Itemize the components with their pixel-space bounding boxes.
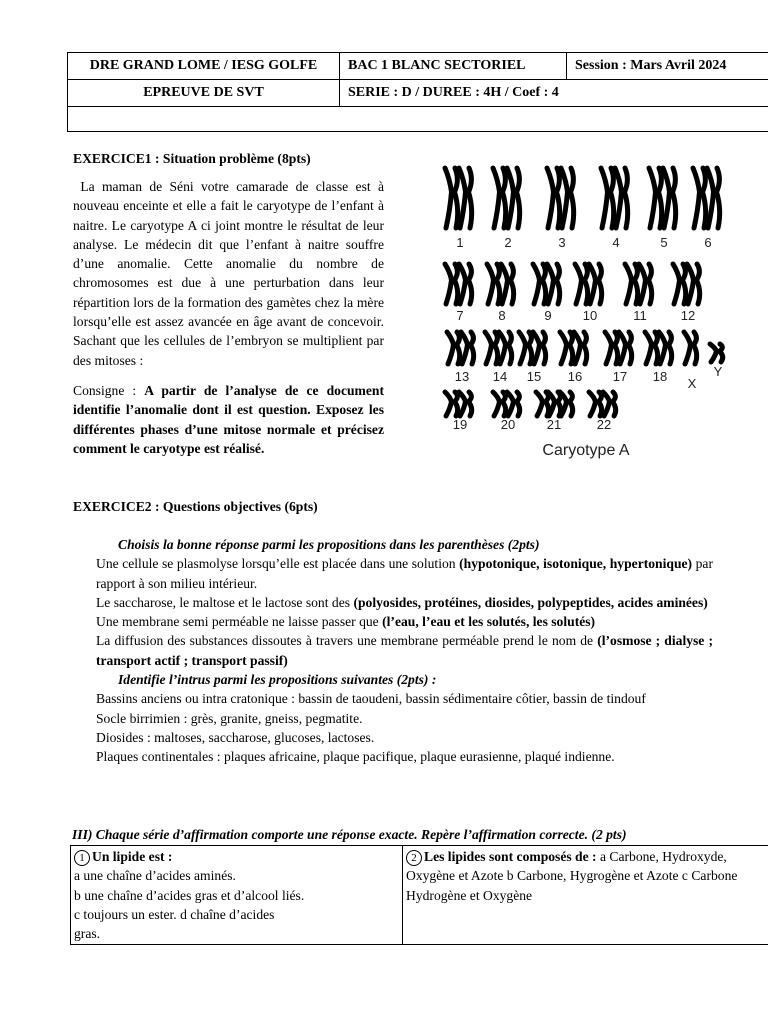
pair-label-8: 8: [498, 308, 506, 323]
chromosome-22-b: [603, 392, 616, 416]
mcq-1-line-b: b une chaîne d’acides gras et d’alcool liés.: [74, 887, 305, 903]
chromosome-1-b: [459, 168, 472, 228]
mcq-cell-1: [71, 846, 403, 945]
pair-label-2: 2: [504, 235, 512, 250]
pair-label-18: 18: [652, 369, 668, 384]
pair-label-22: 22: [596, 417, 612, 432]
pair-label-16: 16: [567, 369, 583, 384]
chromosome-5-a: [649, 168, 662, 228]
pair-label-11: 11: [633, 308, 647, 323]
part1-heading: Choisis la bonne réponse parmi les propositions dans les parenthèses (2pts): [118, 537, 540, 552]
chromosome-14-a: [485, 332, 498, 364]
exercise1-text: La maman de Séni votre camarade de classe est à nouveau enceinte et elle a fait le caryotype de l’enfant à naitre. Le caryotype A ci joint montre le résultat de leur analyse. Le médecin dit que l’enfant à naitre souffre d’une anomalie. Cette anomalie du nombre de chromosomes est due à une perturbation dans leur répartition lors de la formation des gamètes chez la mère lorsqu’elle est assez avancée en âge avant de concevoir. Sachant que les cellules de l’embryon se multiplient par des mitoses :: [73, 179, 384, 368]
mcq-1-title: 1 Un lipide est :: [74, 847, 399, 866]
chromosome-12-b: [687, 264, 700, 304]
header-blank-row: [68, 107, 768, 132]
chromosome-17-a: [605, 332, 618, 364]
intrus-3: Diosides : maltoses, saccharose, glucoses, lactoses.: [96, 729, 375, 745]
chromosome-8-a: [487, 264, 500, 304]
chromosome-Y: [710, 344, 723, 362]
exercise1-consigne: Consigne : A partir de l’analyse de ce document identifie l’anomalie dont il est question. Exposez les différentes phases d’une mitose normale et précisez comment le caryotype est réalisé.: [73, 383, 384, 456]
chromosome-7-b: [459, 264, 472, 304]
chromosome-2-a: [493, 168, 506, 228]
chromosome-10-b: [589, 264, 602, 304]
mcq-cell-2: [403, 846, 768, 945]
karyotype-figure: [430, 160, 730, 460]
part2-heading: Identifie l’intrus parmi les propositions suivantes (2pts) :: [118, 672, 437, 688]
pair-label-17: 17: [612, 369, 628, 384]
pair-label-7: 7: [456, 308, 464, 323]
number-2-icon: 2: [406, 850, 422, 866]
mcq-1-line-d: gras.: [74, 926, 101, 942]
header-exam: BAC 1 BLANC SECTORIEL: [340, 53, 567, 80]
mcq-1-line-c: c toujours un ester. d chaîne d’acides: [74, 906, 275, 922]
chromosome-16-b: [574, 332, 587, 364]
pair-label-12: 12: [680, 308, 696, 323]
chromosome-18-b: [659, 332, 672, 364]
chromosome-4-b: [615, 168, 628, 228]
chromosome-10-a: [575, 264, 588, 304]
chromosome-12-a: [673, 264, 686, 304]
pair-label-15: 15: [526, 369, 542, 384]
intrus-1: Bassins anciens ou intra cratonique : bassin de taoudeni, bassin sédimentaire côtier, bassin de tindouf: [96, 691, 646, 707]
mcq-table: [70, 845, 768, 945]
chromosome-9-a: [533, 264, 546, 304]
question-3: Une membrane semi perméable ne laisse passer que (l’eau, l’eau et les solutés, les solutés): [96, 614, 596, 630]
pair-label-21: 21: [546, 417, 562, 432]
intrus-2: Socle birrimien : grès, granite, gneiss, pegmatite.: [96, 710, 363, 726]
chromosome-7-a: [445, 264, 458, 304]
chromosome-19-b: [459, 392, 472, 416]
pair-label-6: 6: [704, 235, 712, 250]
chromosome-15-b: [533, 332, 546, 364]
chromosome-22-a: [589, 392, 602, 416]
chromosome-2-b: [507, 168, 520, 228]
intrus-4: Plaques continentales : plaques africaine, plaque pacifique, plaque eurasienne, plaqué indienne.: [96, 749, 615, 765]
chromosome-9-b: [547, 264, 560, 304]
chromosome-16-a: [560, 332, 573, 364]
pair-label-3: 3: [558, 235, 566, 250]
chromosome-6-b: [707, 168, 720, 228]
chromosome-11-b: [639, 264, 652, 304]
question-4: La diffusion des substances dissoutes à travers une membrane perméable prend le nom de (l’osmose ; dialyse ; transport actif ; transport passif): [96, 633, 713, 668]
number-1-icon: 1: [74, 850, 90, 866]
chromosome-17-b: [619, 332, 632, 364]
chromosome-15-a: [519, 332, 532, 364]
exercise2-body: [96, 535, 713, 767]
part3-heading: III) Chaque série d’affirmation comporte une réponse exacte. Repère l’affirmation correcte. (2 pts): [72, 827, 627, 842]
pair-label-20: 20: [500, 417, 516, 432]
chromosome-6-a: [693, 168, 706, 228]
mcq-2-title: Les lipides sont composés de :: [424, 849, 597, 864]
chromosome-8-b: [501, 264, 514, 304]
header-institution: DRE GRAND LOME / IESG GOLFE: [68, 53, 340, 80]
chromosome-5-b: [663, 168, 676, 228]
header-series: SERIE : D / DUREE : 4H / Coef : 4: [340, 80, 768, 107]
pair-label-1: 1: [456, 235, 464, 250]
chromosome-13-a: [447, 332, 460, 364]
header-table: [67, 52, 768, 132]
chromosome-21-a: [536, 392, 549, 416]
header-session: Session : Mars Avril 2024: [567, 53, 768, 80]
chromosome-19-a: [445, 392, 458, 416]
chromosome-3-a: [547, 168, 560, 228]
chromosome-20-b: [507, 392, 520, 416]
pair-label-Y: Y: [713, 364, 723, 379]
chromosome-18-a: [645, 332, 658, 364]
header-subject: EPREUVE DE SVT: [68, 80, 340, 107]
chromosome-21-c: [560, 392, 573, 416]
exercise1-title: EXERCICE1 : Situation problème (8pts): [73, 151, 311, 166]
pair-label-9: 9: [544, 308, 552, 323]
chromosome-21-b: [548, 392, 561, 416]
chromosome-4-a: [601, 168, 614, 228]
pair-label-4: 4: [612, 235, 620, 250]
chromosome-13-b: [461, 332, 474, 364]
karyotype-caption: Caryotype A: [542, 442, 630, 459]
exercise2-title: EXERCICE2 : Questions objectives (6pts): [73, 499, 318, 514]
pair-label-5: 5: [660, 235, 668, 250]
pair-label-X: X: [687, 376, 697, 391]
chromosome-X: [684, 332, 697, 364]
chromosome-1-a: [445, 168, 458, 228]
pair-label-13: 13: [454, 369, 470, 384]
chromosome-3-b: [561, 168, 574, 228]
mcq-1-line-a: a une chaîne d’acides aminés.: [74, 868, 236, 884]
pair-label-10: 10: [582, 308, 598, 323]
chromosome-20-a: [493, 392, 506, 416]
chromosome-11-a: [625, 264, 638, 304]
chromosome-14-b: [499, 332, 512, 364]
pair-label-14: 14: [492, 369, 508, 384]
pair-label-19: 19: [452, 417, 468, 432]
mcq-2-options: a Carbone, Hydroxyde, Oxygène et Azote b Carbone, Hygrogène et Azote c Carbone Hydrogène et Oxygène: [406, 849, 738, 903]
question-1: Une cellule se plasmolyse lorsqu’elle est placée dans une solution (hypotonique, isotonique, hypertonique) par rapport à son milieu intérieur.: [96, 556, 713, 591]
question-2: Le saccharose, le maltose et le lactose sont des (polyosides, protéines, diosides, polypeptides, acides aminées): [96, 594, 708, 610]
